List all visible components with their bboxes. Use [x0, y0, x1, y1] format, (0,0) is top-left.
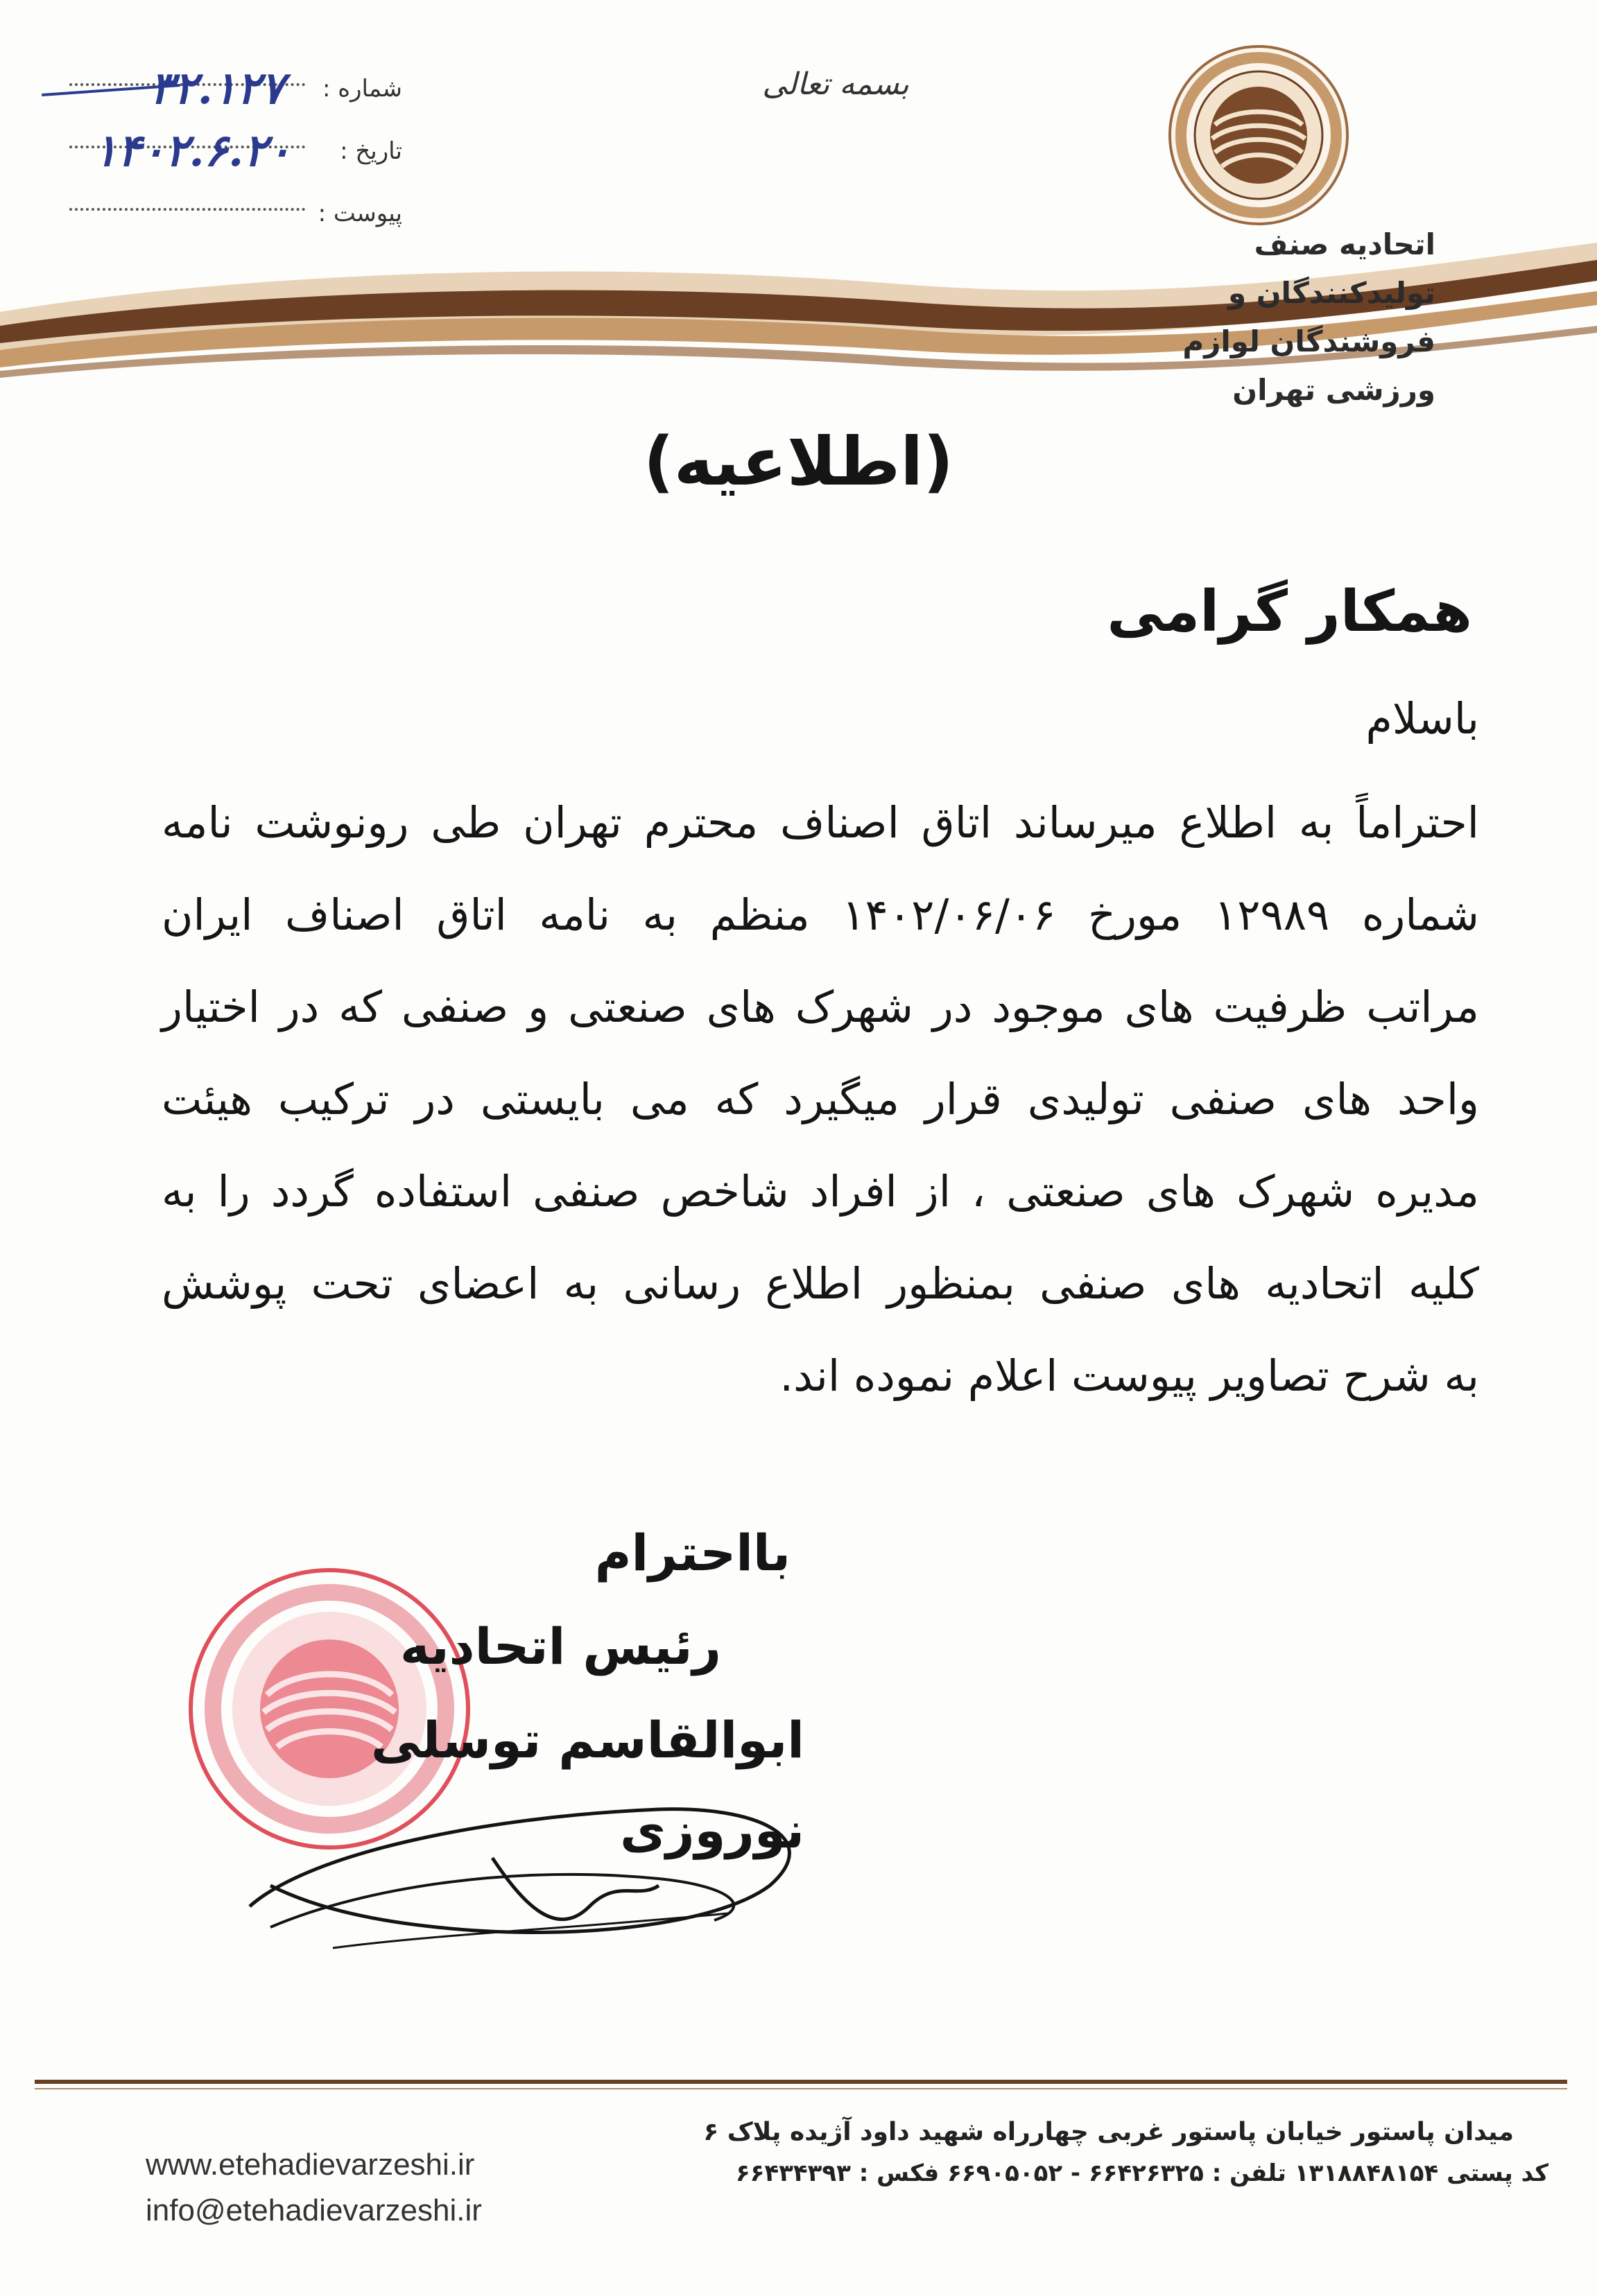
footer-divider [35, 2080, 1567, 2084]
salutation: همکار گرامی [1107, 579, 1472, 645]
org-name-line1: اتحادیه صنف تولیدکنندگان و [1227, 227, 1435, 310]
body-line: مدیره شهرک های صنعتی ، از افراد شاخص صنفی استفاده گردد را به [162, 1166, 1479, 1217]
ref-number-row [42, 62, 402, 114]
ref-attachment-label: پیوست : [318, 200, 402, 227]
body-line: کلیه اتحادیه های صنفی بمنظور اطلاع رسانی به اعضای تحت پوشش [162, 1258, 1479, 1309]
ref-attachment-dots [69, 208, 305, 211]
ref-number-label: شماره : [322, 75, 402, 103]
greeting: باسلام [1365, 693, 1479, 744]
union-logo [1165, 42, 1352, 229]
ref-attachment-row [42, 187, 402, 236]
basmala: بسمه تعالی [762, 67, 909, 102]
body-line: مراتب ظرفیت های موجود در شهرک های صنعتی و صنفی که در اختیار [162, 982, 1479, 1032]
body-line: واحد های صنفی تولیدی قرار میگیرد که می بایستی در ترکیب هیئت [162, 1074, 1479, 1124]
ref-date-label: تاریخ : [340, 137, 402, 165]
ref-date-row [42, 125, 402, 177]
body-text [162, 776, 1479, 1422]
ref-number-value: ۳۲.۱۲۷ [149, 62, 284, 114]
body-line: شماره ۱۲۹۸۹ مورخ ۱۴۰۲/۰۶/۰۶ منظم به نامه اتاق اصناف ایران [162, 889, 1479, 940]
signer-name: ابوالقاسم توسلی نوروزی [371, 1711, 804, 1859]
document-title: (اطلاعیه) [644, 423, 953, 501]
closing: بااحترام [594, 1524, 791, 1582]
ref-date-value: ۱۴۰۲.۶.۲۰ [93, 125, 291, 177]
body-line: به شرح تصاویر پیوست اعلام نموده اند. [779, 1350, 1479, 1401]
footer-contact: کد پستی ۱۳۱۸۸۴۸۱۵۴ تلفن : ۶۶۴۲۶۳۲۵ - ۶۶۹۰۵۰۵۲ فکس : ۶۶۴۳۴۳۹۳ [735, 2159, 1548, 2187]
footer-address: میدان پاستور خیابان پاستور غربی چهارراه شهید داود آژیده پلاک ۶ [703, 2118, 1514, 2146]
email-link[interactable]: info@etehadievarzeshi.ir [146, 2193, 482, 2227]
signer-title: رئیس اتحادیه [399, 1617, 721, 1676]
footer-web [146, 2142, 562, 2234]
website-link[interactable]: www.etehadievarzeshi.ir [146, 2148, 475, 2182]
org-name-line2: فروشندگان لوازم ورزشی تهران [1182, 324, 1435, 407]
footer-divider-thin [35, 2088, 1567, 2089]
body-line: احتراماً به اطلاع میرساند اتاق اصناف محترم تهران طی رونوشت نامه [162, 797, 1479, 848]
organization-name [1068, 220, 1435, 415]
